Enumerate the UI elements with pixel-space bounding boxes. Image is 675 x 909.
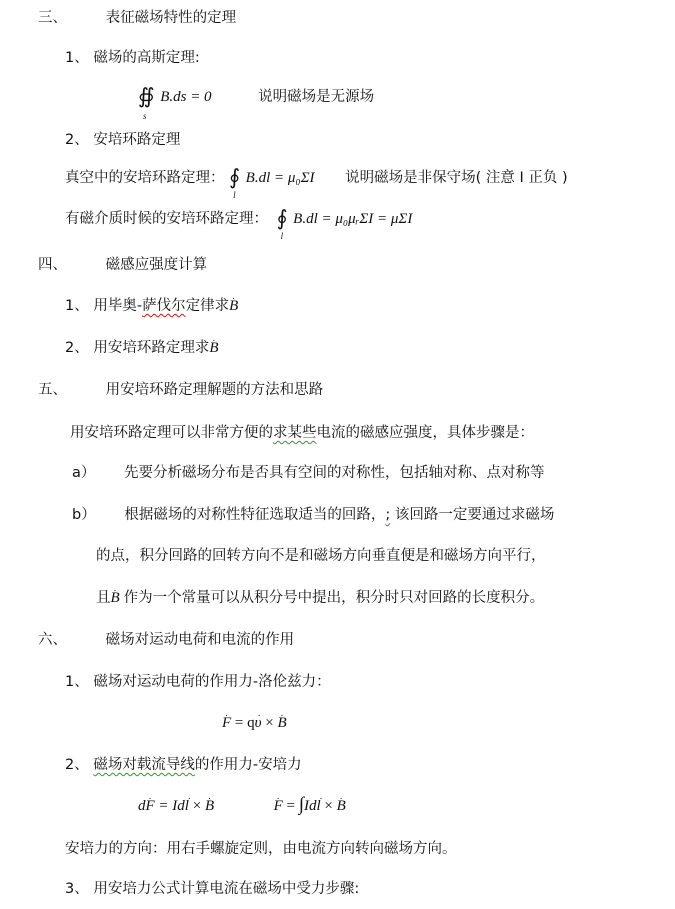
gauss-formula: B.ds = 0 [160,89,212,105]
item-title: 安培环路定理 [93,132,181,148]
ampere-vacuum-line [65,165,568,200]
step-text: 作为一个常量可以从积分号中提出，积分时只对回路的长度积分。 [123,590,545,606]
intro-text-marked: 求某些 [273,425,317,441]
subsection-ampere-law [65,130,180,150]
formula-part: Id [303,798,317,814]
formula-part: × [320,798,337,814]
section-number: 三、 [38,10,67,26]
formula-part: = Id [154,798,185,814]
section-title: 用安培环路定理解题的方法和思路 [105,382,324,398]
section-5-intro [70,423,534,443]
integral-subscript: l [280,231,284,241]
item-text: 用毕奥- [93,298,143,314]
item-title: 用安培力公式计算电流在磁场中受力步骤: [93,881,360,897]
integral-subscript: s [143,111,147,121]
step-b-line3 [96,588,544,608]
closed-integral-symbol: ∮ [229,165,241,189]
item-number: 1、 [65,50,89,66]
subsection-force-steps [65,879,359,899]
step-b-line1 [72,505,554,525]
item-number: 2、 [65,340,89,356]
section-title: 磁场对运动电荷和电流的作用 [105,632,295,648]
vector-b-symbol: ․ B [278,713,287,733]
section-number: 四、 [38,257,67,273]
item-title: 磁场对运动电荷的作用力-洛伦兹力： [93,674,331,690]
item-text: 用安培环路定理求 [93,340,210,356]
item-number: 3、 [65,881,89,897]
calc-method-biot-savart [65,296,238,316]
vector-b-symbol: ․ B [337,796,346,816]
ampere-vacuum-formula: B.dl = μ₀ΣI [245,170,315,186]
closed-integral-symbol: ∮ [276,206,288,230]
section-6-heading [38,630,294,650]
ampere-medium-label: 有磁介质时候的安培环路定理： [65,211,268,227]
vector-b-symbol: ․ B [229,296,238,316]
gauss-formula-line [138,84,375,121]
formula-part: = q [231,715,255,731]
section-number: 五、 [38,382,67,398]
formula-part: × [261,715,278,731]
ampere-force-formulas [138,795,346,816]
closed-integral-symbol: ∯ [138,84,155,108]
ampere-vacuum-note: 说明磁场是非保守场( 注意 I 正负 ) [345,170,568,186]
formula-part: × [188,798,205,814]
step-text: 根据磁场的对称性特征选取适当的回路， [124,507,386,523]
step-text: 先要分析磁场分布是否具有空间的对称性，包括轴对称、点对称等 [124,465,545,481]
formula-part: = [282,798,299,814]
item-title-marked: 磁场对载流导线 [93,757,195,773]
item-number: 1、 [65,674,89,690]
formula-part: d [138,798,146,814]
force-direction-text: 安培力的方向：用右手螺旋定则，由电流方向转向磁场方向。 [65,841,457,857]
section-title: 表征磁场特性的定理 [105,10,237,26]
lorentz-formula [222,713,287,733]
ampere-vacuum-label: 真空中的安培环路定理： [65,170,225,186]
item-number: 1、 [65,298,89,314]
section-number: 六、 [38,632,67,648]
section-title: 磁感应强度计算 [105,257,208,273]
section-3-heading [38,8,236,28]
step-a [72,463,545,483]
item-number: 2、 [65,132,89,148]
step-label: b） [72,507,96,523]
step-b-line2: 的点，积分回路的回转方向不是和磁场方向垂直便是和磁场方向平行， [96,548,546,564]
subsection-lorentz [65,672,331,692]
subsection-ampere-force [65,755,302,775]
step-text: 且 [96,590,111,606]
ampere-medium-formula: B.dl = μ₀μᵣΣI = μΣI [293,211,413,227]
vector-f-symbol: ․ F [274,796,283,816]
intro-text: 电流的磁感应强度，具体步骤是： [316,425,534,441]
vector-l-symbol: ․ l [185,796,189,816]
gauss-note: 说明磁场是无源场 [258,89,375,105]
vector-b-symbol: ․ B [111,588,120,608]
subsection-gauss [65,48,200,68]
vector-b-symbol: ․ B [205,796,214,816]
step-label: a） [72,465,96,481]
step-text-marked: ; [385,507,391,523]
item-text-marked: 萨伐尔 [142,298,186,314]
vector-f-symbol: ․ F [146,796,155,816]
integral-symbol: ∫ [298,794,304,815]
vector-b-symbol: ․ B [209,338,218,358]
section-4-heading [38,255,207,275]
vector-l-symbol: ․ l [316,796,320,816]
item-title: 的作用力-安培力 [194,757,302,773]
item-text: 定律求 [185,298,230,314]
section-5-heading [38,380,323,400]
calc-method-ampere [65,338,219,358]
vector-f-symbol: ․ F [222,713,231,733]
intro-text: 用安培环路定理可以非常方便的 [70,425,273,441]
vector-v-symbol: ․ υ [255,713,262,733]
ampere-medium-line [65,206,413,241]
item-number: 2、 [65,757,89,773]
item-title: 磁场的高斯定理: [93,50,200,66]
step-text: 该回路一定要通过求磁场 [390,507,555,523]
integral-subscript: l [233,190,236,200]
